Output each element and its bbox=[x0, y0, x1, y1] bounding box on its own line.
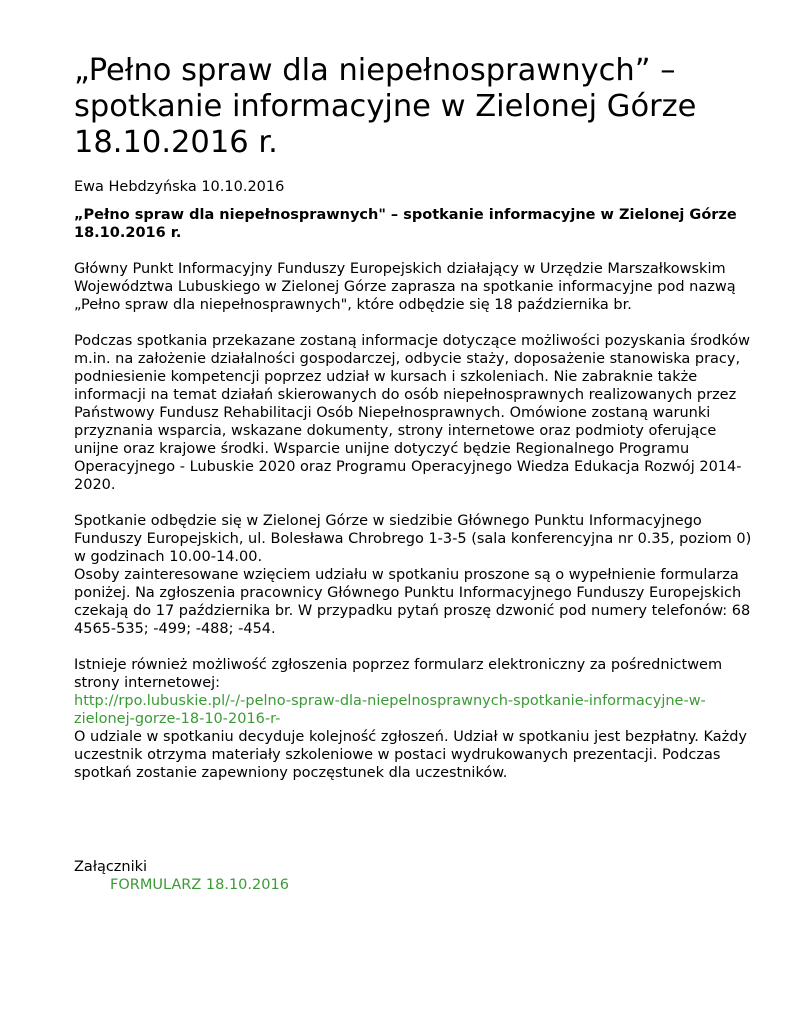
body-paragraph-location bbox=[74, 512, 764, 638]
article-body bbox=[74, 260, 764, 800]
attachment-link-formularz[interactable]: FORMULARZ 18.10.2016 bbox=[110, 877, 289, 893]
article-title: „Pełno spraw dla niepełnosprawnych” – spotkanie informacyjne w Zielonej Górze 18.10.2016 r. bbox=[74, 53, 697, 160]
participation-info: O udziale w spotkaniu decyduje kolejność zgłoszeń. Udział w spotkaniu jest bezpłatny. Każdy uczestnik otrzyma materiały szkoleniowe w postaci wydrukowanych prezentacji. Podczas spotkań zostanie zapewniony poczęstunek dla uczestników. bbox=[74, 729, 747, 781]
registration-instructions: Osoby zainteresowane wzięciem udziału w spotkaniu proszone są o wypełnienie formularza poniżej. Na zgłoszenia pracownicy Głównego Punktu Informacyjnego Funduszy Europejskich czekają do 17 października br. W przypadku pytań proszę dzwonić pod numery telefonów: 68 4565-535; -499; -488; -454. bbox=[74, 567, 751, 637]
body-paragraph-online-registration bbox=[74, 656, 764, 782]
article-lead: „Pełno spraw dla niepełnosprawnych" – spotkanie informacyjne w Zielonej Górze 18.10.2016 r. bbox=[74, 207, 737, 241]
article-date: 10.10.2016 bbox=[201, 179, 285, 195]
body-paragraph-details: Podczas spotkania przekazane zostaną informacje dotyczące możliwości pozyskania środków m.in. na założenie działalności gospodarczej, odbycie staży, doposażenie stanowiska pracy, podniesienie kompetencji poprzez udział w kursach i szkoleniach. Nie zabraknie także informacji na temat działań skierowanych do osób niepełnosprawnych realizowanych przez Państwowy Fundusz Rehabilitacji Osób Niepełnosprawnych. Omówione zostaną warunki przyznania wsparcia, wskazane dokumenty, strony internetowe oraz podmioty oferujące unijne oraz krajowe środki. Wsparcie unijne dotyczyć będzie Regionalnego Programu Operacyjnego - Lubuskie 2020 oraz Programu Operacyjnego Wiedza Edukacja Rozwój 2014-2020. bbox=[74, 333, 750, 493]
location-text: Spotkanie odbędzie się w Zielonej Górze w siedzibie Głównego Punktu Informacyjnego Funduszy Europejskich, ul. Bolesława Chrobrego 1-3-5 (sala konferencyjna nr 0.35, poziom 0) w godzinach 10.00-14.00. bbox=[74, 513, 752, 565]
article-meta bbox=[74, 178, 284, 196]
body-paragraph-intro: Główny Punkt Informacyjny Funduszy Europejskich działający w Urzędzie Marszałkowskim Województwa Lubuskiego w Zielonej Górze zaprasza na spotkanie informacyjne pod nazwą „Pełno spraw dla niepełnosprawnych", które odbędzie się 18 października br. bbox=[74, 261, 736, 313]
article-author: Ewa Hebdzyńska bbox=[74, 179, 197, 195]
online-registration-intro: Istnieje również możliwość zgłoszenia poprzez formularz elektroniczny za pośrednictwem strony internetowej: bbox=[74, 657, 723, 691]
attachments-heading: Załączniki bbox=[74, 859, 148, 875]
registration-link[interactable]: http://rpo.lubuskie.pl/-/-pelno-spraw-dla-niepelnosprawnych-spotkanie-informacyjne-w-zielonej-gorze-18-10-2016-r- bbox=[74, 693, 706, 727]
attachments-section bbox=[74, 858, 289, 894]
